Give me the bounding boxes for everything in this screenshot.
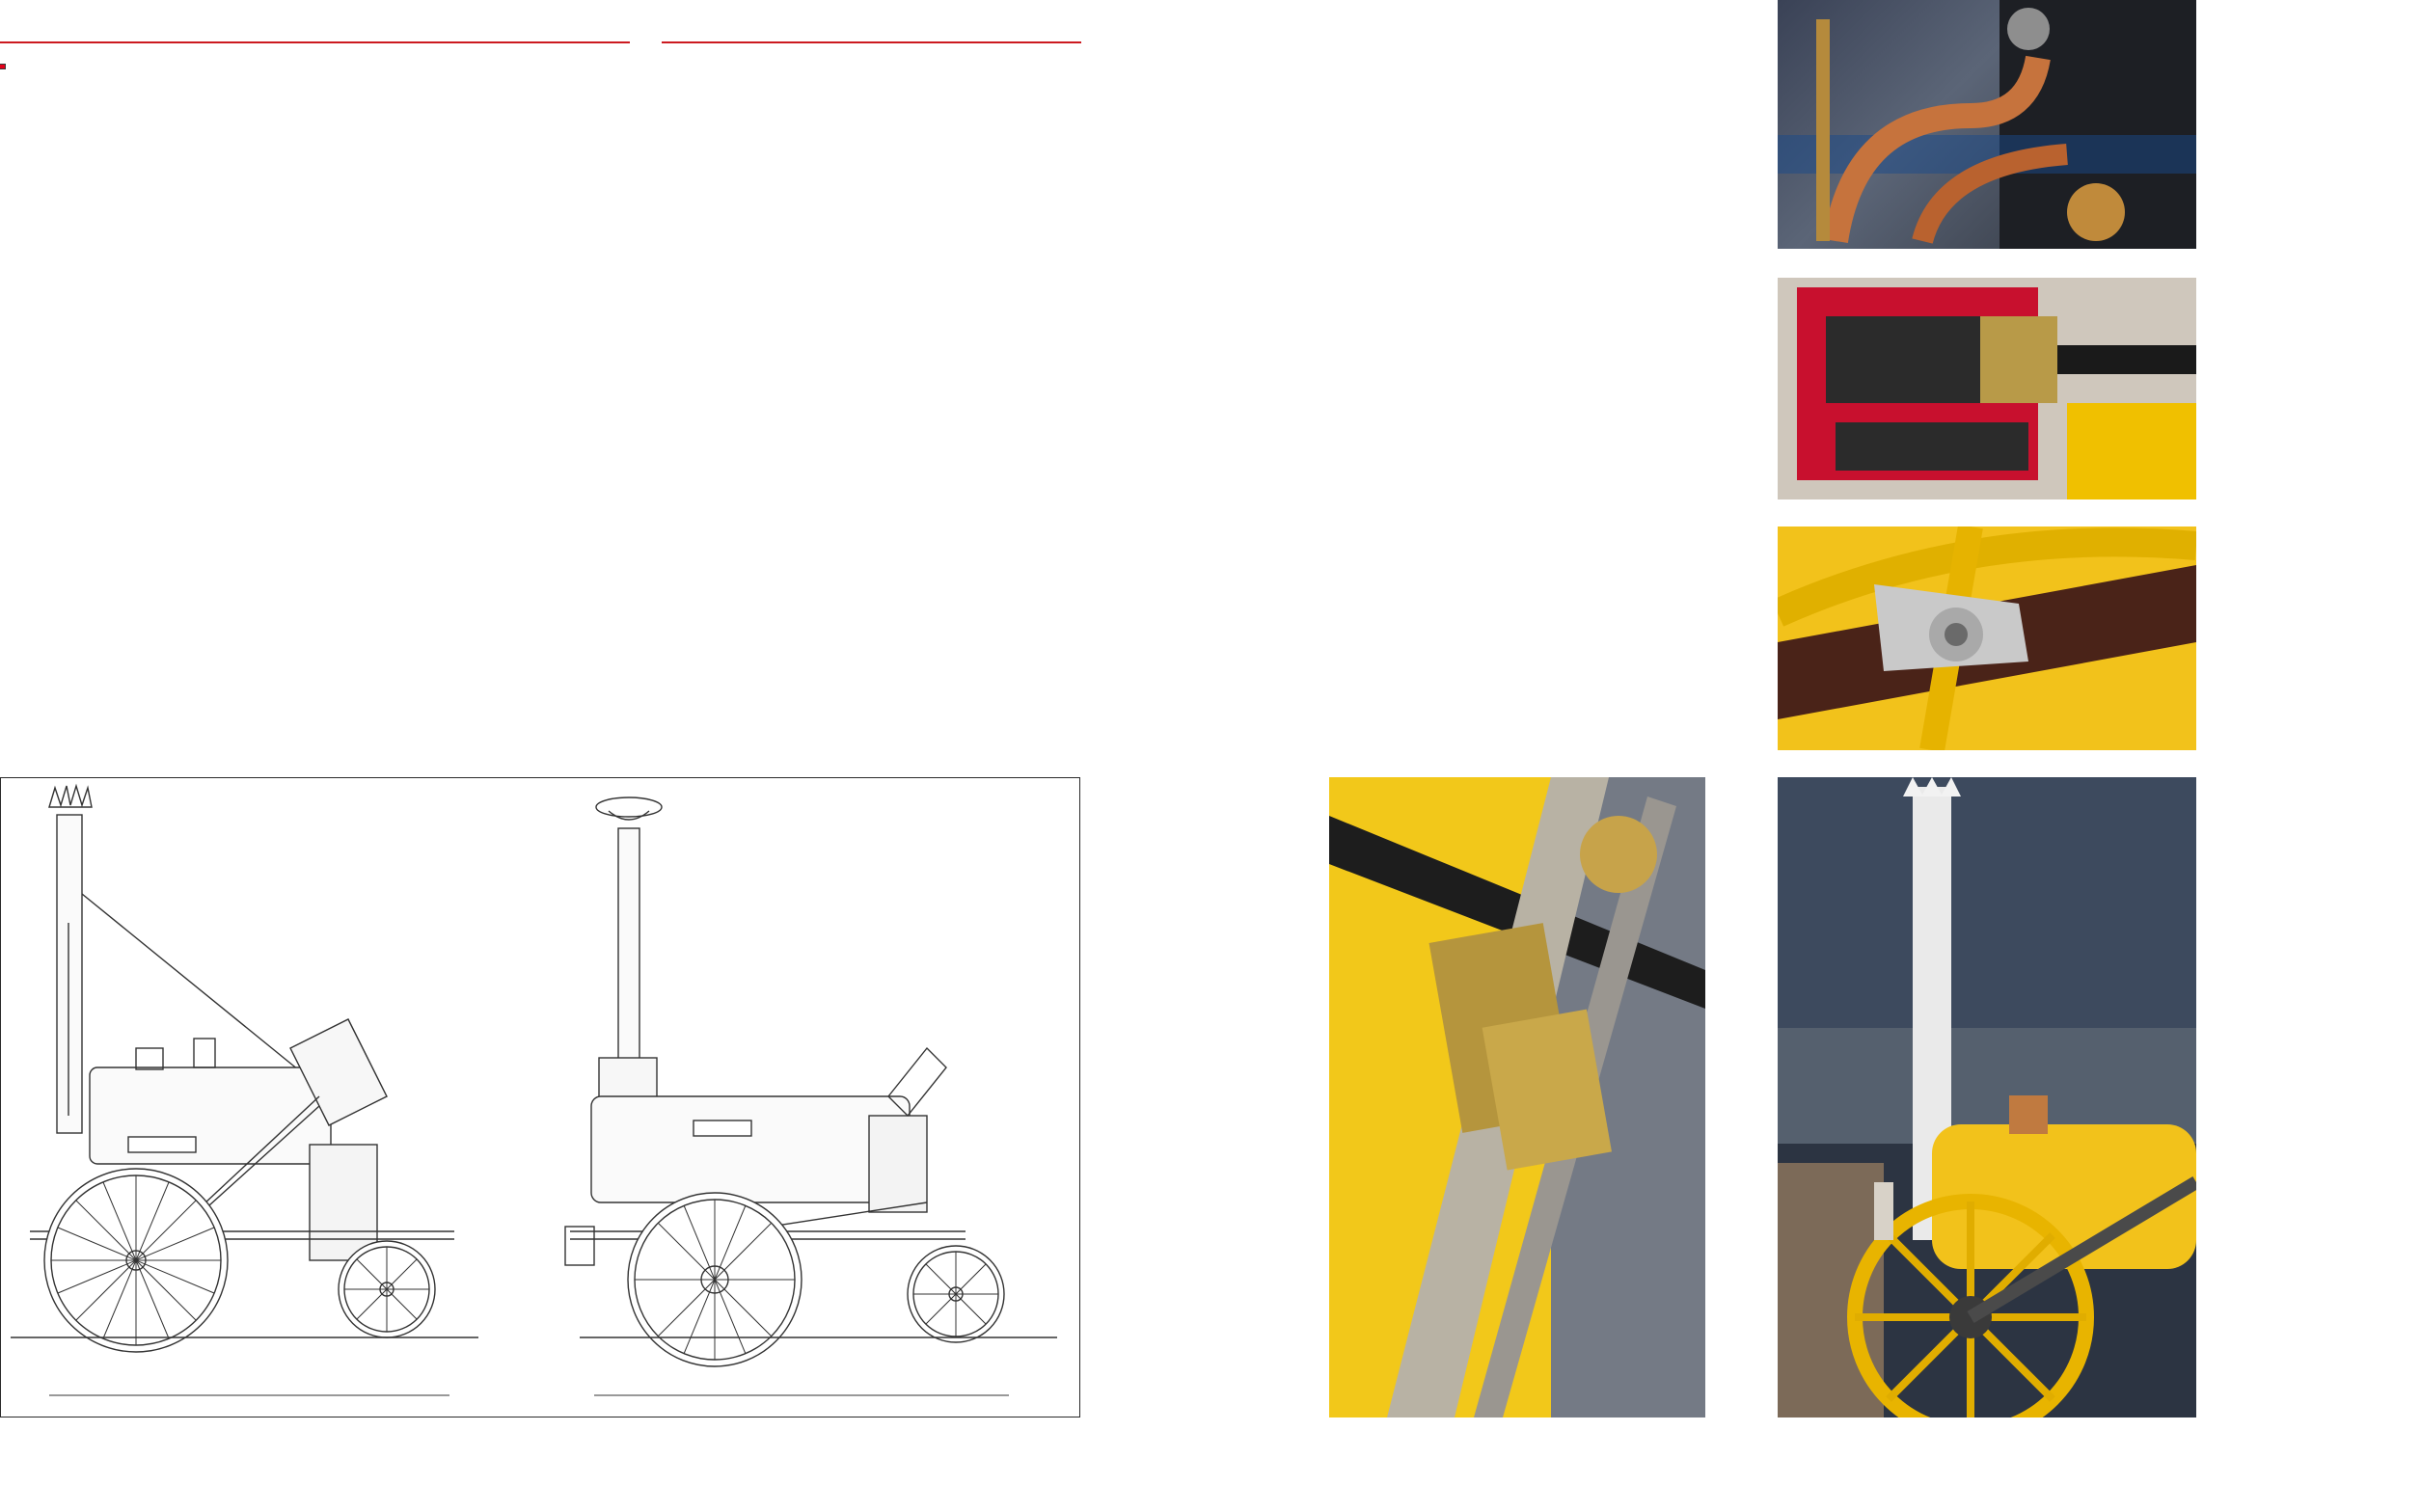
table-caption	[0, 65, 6, 69]
original-form-drawing	[11, 786, 478, 1352]
final-form-drawing	[565, 797, 1057, 1366]
scale-right	[566, 1331, 1077, 1389]
photo-crosshead	[1329, 777, 1705, 1418]
basic-design-text	[662, 61, 1072, 63]
general-arrangement-drawing	[0, 777, 1080, 1418]
stats-table	[0, 64, 6, 69]
photo-sectioned-cylinder	[1778, 278, 2196, 500]
below-caption	[662, 673, 1076, 701]
photo-regulator	[1778, 0, 2196, 249]
title-rule	[0, 41, 630, 43]
caption-sectioned-cylinder	[2227, 284, 2415, 311]
photo-big-end	[1778, 526, 2196, 750]
table-caption-row	[0, 65, 6, 69]
photo-connecting-rod	[1778, 777, 2196, 1418]
scale-left	[7, 1331, 508, 1389]
basic-design-rule	[662, 41, 1081, 43]
locomotive-drawing	[1, 778, 1079, 1417]
